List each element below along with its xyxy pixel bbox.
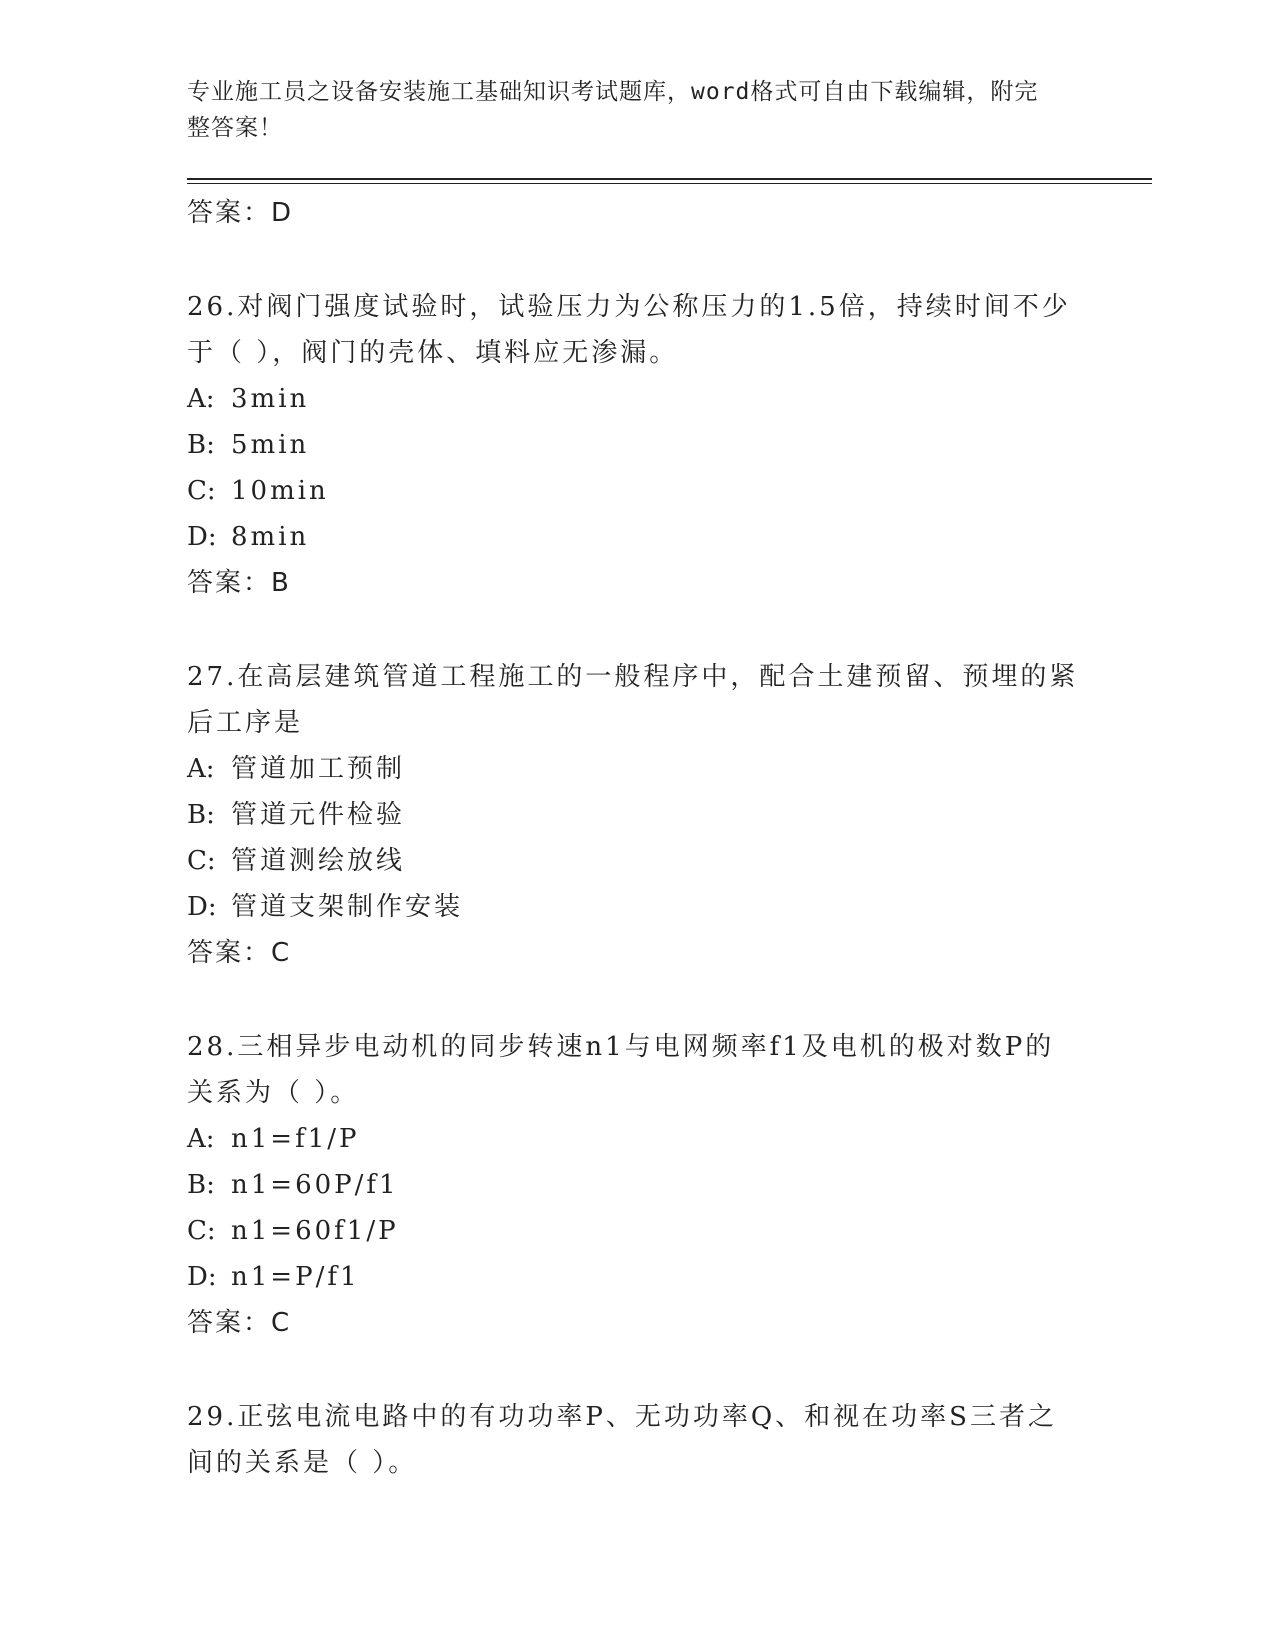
question-block	[187, 1024, 1087, 1346]
question-block	[187, 1394, 1087, 1486]
option-key: D:	[187, 1262, 217, 1292]
option-text: n1=60P/f1	[231, 1170, 399, 1200]
question-text: 于（ ），阀门的壳体、填料应无渗漏。	[187, 338, 679, 368]
option-text: 5min	[231, 430, 310, 460]
spacer	[187, 236, 1087, 284]
question-block	[187, 654, 1087, 976]
question-text: 26.对阀门强度试验时，试验压力为公称压力的1.5倍，持续时间不少	[187, 292, 1071, 322]
question-text: 间的关系是（ ）。	[187, 1448, 418, 1478]
option-a	[187, 1116, 1087, 1162]
option-b	[187, 422, 1087, 468]
document-header	[187, 74, 1067, 146]
spacer	[187, 1346, 1087, 1394]
answer-line: 答案：B	[187, 568, 291, 598]
option-key: C:	[187, 1216, 216, 1246]
option-c	[187, 838, 1087, 884]
option-key: D:	[187, 892, 217, 922]
option-c	[187, 468, 1087, 514]
header-line-1: 专业施工员之设备安装施工基础知识考试题库，word格式可自由下载编辑，附完	[187, 79, 1039, 105]
option-text: 管道加工预制	[231, 754, 406, 784]
option-key: D:	[187, 522, 217, 552]
option-text: 管道支架制作安装	[231, 892, 464, 922]
question-text: 关系为（ ）。	[187, 1078, 360, 1108]
header-line-2: 整答案！	[187, 115, 283, 141]
question-list	[187, 190, 1087, 1486]
option-key: B:	[187, 430, 215, 460]
answer-line: 答案：D	[187, 198, 294, 228]
option-b	[187, 792, 1087, 838]
question-text: 后工序是	[187, 708, 304, 738]
answer-line: 答案：C	[187, 1308, 292, 1338]
option-text: 3min	[231, 384, 310, 414]
question-text: 27.在高层建筑管道工程施工的一般程序中，配合土建预留、预埋的紧	[187, 662, 1079, 692]
question-text: 28.三相异步电动机的同步转速n1与电网频率f1及电机的极对数P的	[187, 1032, 1055, 1062]
option-key: C:	[187, 846, 216, 876]
option-a	[187, 746, 1087, 792]
option-b	[187, 1162, 1087, 1208]
option-key: C:	[187, 476, 216, 506]
option-key: A:	[187, 384, 215, 414]
option-key: B:	[187, 800, 215, 830]
option-c	[187, 1208, 1087, 1254]
answer-line: 答案：C	[187, 938, 292, 968]
option-d	[187, 1254, 1087, 1300]
option-key: B:	[187, 1170, 215, 1200]
option-d	[187, 884, 1087, 930]
option-text: 8min	[231, 522, 310, 552]
spacer	[187, 606, 1087, 654]
header-divider-thick	[187, 178, 1152, 180]
option-text: n1=P/f1	[231, 1262, 360, 1292]
option-key: A:	[187, 754, 215, 784]
option-text: 管道测绘放线	[231, 846, 406, 876]
question-text: 29.正弦电流电路中的有功功率P、无功功率Q、和视在功率S三者之	[187, 1402, 1057, 1432]
option-a	[187, 376, 1087, 422]
header-divider-thin	[187, 183, 1152, 184]
option-text: 管道元件检验	[231, 800, 406, 830]
question-block	[187, 284, 1087, 606]
option-text: n1=f1/P	[231, 1124, 360, 1154]
option-d	[187, 514, 1087, 560]
spacer	[187, 976, 1087, 1024]
option-text: n1=60f1/P	[231, 1216, 399, 1246]
option-key: A:	[187, 1124, 215, 1154]
option-text: 10min	[231, 476, 329, 506]
